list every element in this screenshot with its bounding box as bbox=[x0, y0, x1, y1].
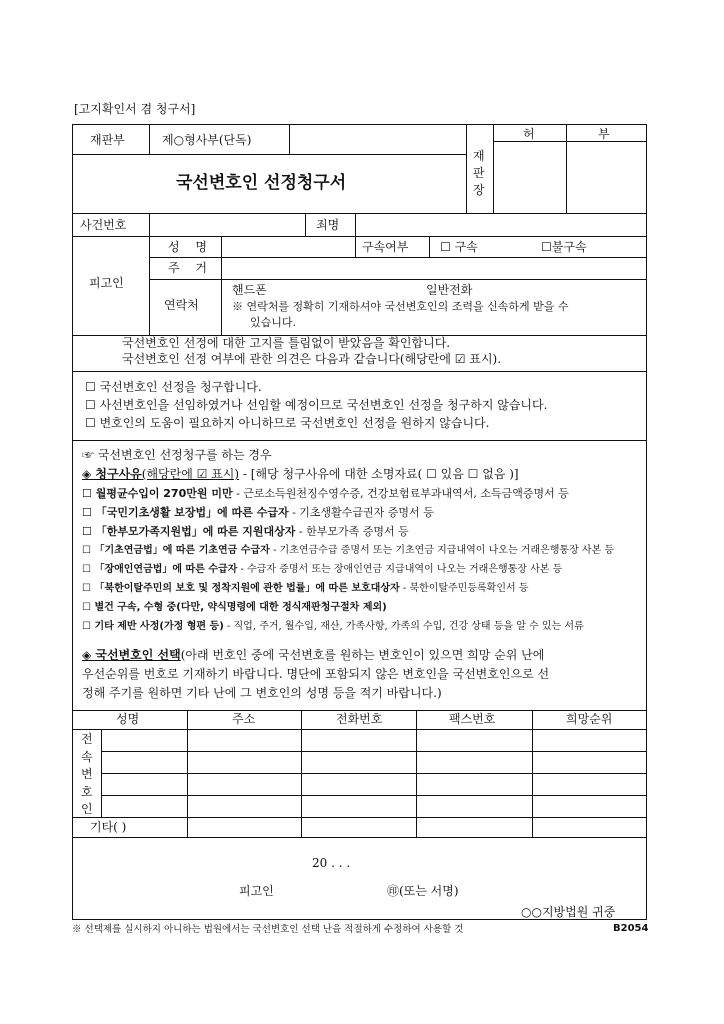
case-no-label: 사건번호 bbox=[80, 218, 127, 232]
reason-disability-pension[interactable]: ☐ 「장애인연금법」에 따른 수급자 - 수급자 증명서 또는 장애인연금 지급내역이 나오는 거래은행통장 사본 등 bbox=[82, 564, 563, 575]
col-address: 주소 bbox=[232, 712, 256, 726]
claim-intro: ☞ 국선변호인 선정청구를 하는 경우 bbox=[82, 448, 272, 462]
address-label: 주 거 bbox=[168, 261, 213, 275]
lawyer-label: 전 속 변 호 인 bbox=[81, 732, 93, 816]
reason-basic-living[interactable]: ☐ 「국민기초생활 보장법」에 따른 수급자 - 기초생활수급권자 증명서 등 bbox=[82, 506, 434, 519]
custody-no-checkbox[interactable]: ☐불구속 bbox=[541, 240, 587, 254]
court-dept-value: 제○형사부(단독) bbox=[162, 133, 252, 147]
select-heading: ◈ 국선변호인 선택(아래 번호인 중에 국선변호를 원하는 변호인이 있으면 희망 순위 난에 bbox=[82, 648, 545, 662]
judge-label: 재 판 장 bbox=[473, 149, 485, 197]
reason-other-circumstances[interactable]: ☐ 기타 제반 사정(가정 형편 등) - 직업, 주거, 월수입, 재산, 가족사항, 가족의 수입, 건강 상태 등을 알 수 있는 서류 bbox=[82, 621, 584, 632]
opinion-no-lawyer[interactable]: ☐ 변호인의 도움이 필요하지 아니하므로 국선변호인 선정을 원하지 않습니다. bbox=[85, 416, 490, 430]
reason-north-korean-defector[interactable]: ☐ 「북한이탈주민의 보호 및 정착지원에 관한 법률」에 따른 보호대상자 - 북한이탈주민등록확인서 등 bbox=[82, 583, 529, 594]
phone-label: 일반전화 bbox=[426, 283, 473, 297]
contact-note-cont: 있습니다. bbox=[250, 316, 297, 329]
reason-other-detention[interactable]: ☐ 별건 구속, 수형 중(다만, 약식명령에 대한 정식재판청구절차 제외) bbox=[82, 602, 387, 613]
col-fax: 팩스번호 bbox=[449, 712, 496, 726]
select-text-2: 우선순위를 번호로 기재하기 바랍니다. 명단에 포함되지 않은 변호인을 국선변호인으로 선 bbox=[82, 667, 550, 681]
opinion-request[interactable]: ☐ 국선변호인 선정을 청구합니다. bbox=[85, 380, 262, 394]
confirm-text-2: 국선변호인 선정 여부에 관한 의견은 다음과 같습니다(해당란에 ☑ 표시). bbox=[122, 352, 502, 366]
mobile-label: 핸드폰 bbox=[232, 283, 267, 297]
reason-basic-pension[interactable]: ☐ 「기초연금법」에 따른 기초연금 수급자 - 기초연금수급 증명서 또는 기초연금 지급내역이 나오는 거래은행통장 사본 등 bbox=[82, 545, 615, 556]
charge-label: 죄명 bbox=[316, 218, 340, 232]
contact-note: ※ 연락처를 정확히 기재하셔야 국선변호인의 조력을 신속하게 받을 수 bbox=[232, 300, 569, 313]
date-line: 20 . . . bbox=[312, 856, 351, 870]
col-phone: 전화번호 bbox=[336, 712, 383, 726]
select-text-3: 정해 주기를 원하면 기타 난에 그 변호인의 성명 등을 적기 바랍니다.) bbox=[82, 686, 442, 700]
form-header: [고지확인서 겸 청구서] bbox=[74, 102, 196, 116]
reject-label: 부 bbox=[598, 127, 610, 141]
reason-single-parent[interactable]: ☐ 「한부모가족지원법」에 따른 지원대상자 - 한부모가족 증명서 등 bbox=[82, 525, 409, 538]
court-recipient: ○○지방법원 귀중 bbox=[521, 905, 616, 919]
page-title: 국선변호인 선정청구서 bbox=[176, 173, 347, 193]
defendant-label: 피고인 bbox=[89, 276, 124, 290]
opinion-private-lawyer[interactable]: ☐ 사선변호인을 선임하였거나 선임할 예정이므로 국선변호인 선정을 청구하지 않습니다. bbox=[85, 398, 548, 412]
other-lawyer-label: 기타( ) bbox=[90, 820, 127, 834]
form-code: B2054 bbox=[613, 923, 649, 934]
name-label: 성 명 bbox=[168, 240, 213, 254]
signer-label: 피고인 bbox=[239, 884, 274, 898]
col-name: 성명 bbox=[116, 712, 140, 726]
custody-label: 구속여부 bbox=[362, 240, 409, 254]
court-dept-label: 재판부 bbox=[90, 133, 125, 147]
contact-label: 연락처 bbox=[164, 298, 199, 312]
reason-low-income[interactable]: ☐ 월평균수입이 270만원 미만 - 근로소득원천징수영수증, 건강보험료부과내역서, 소득금액증명서 등 bbox=[82, 487, 569, 500]
col-priority: 희망순위 bbox=[566, 712, 613, 726]
custody-yes-checkbox[interactable]: ☐ 구속 bbox=[440, 240, 478, 254]
approve-label: 허 bbox=[523, 127, 535, 141]
seal-label: ㊞(또는 서명) bbox=[387, 884, 459, 898]
footnote: ※ 선택제를 실시하지 아니하는 법원에서는 국선변호인 선택 난을 적절하게 수정하여 사용할 것 bbox=[72, 924, 464, 935]
confirm-text-1: 국선변호인 선정에 대한 고지를 틀림없이 받았음을 확인합니다. bbox=[122, 336, 451, 350]
reason-heading: ◈ 청구사유(해당란에 ☑ 표시) - [해당 청구사유에 대한 소명자료( ☐ 있음 ☐ 없음 )] bbox=[82, 467, 519, 481]
